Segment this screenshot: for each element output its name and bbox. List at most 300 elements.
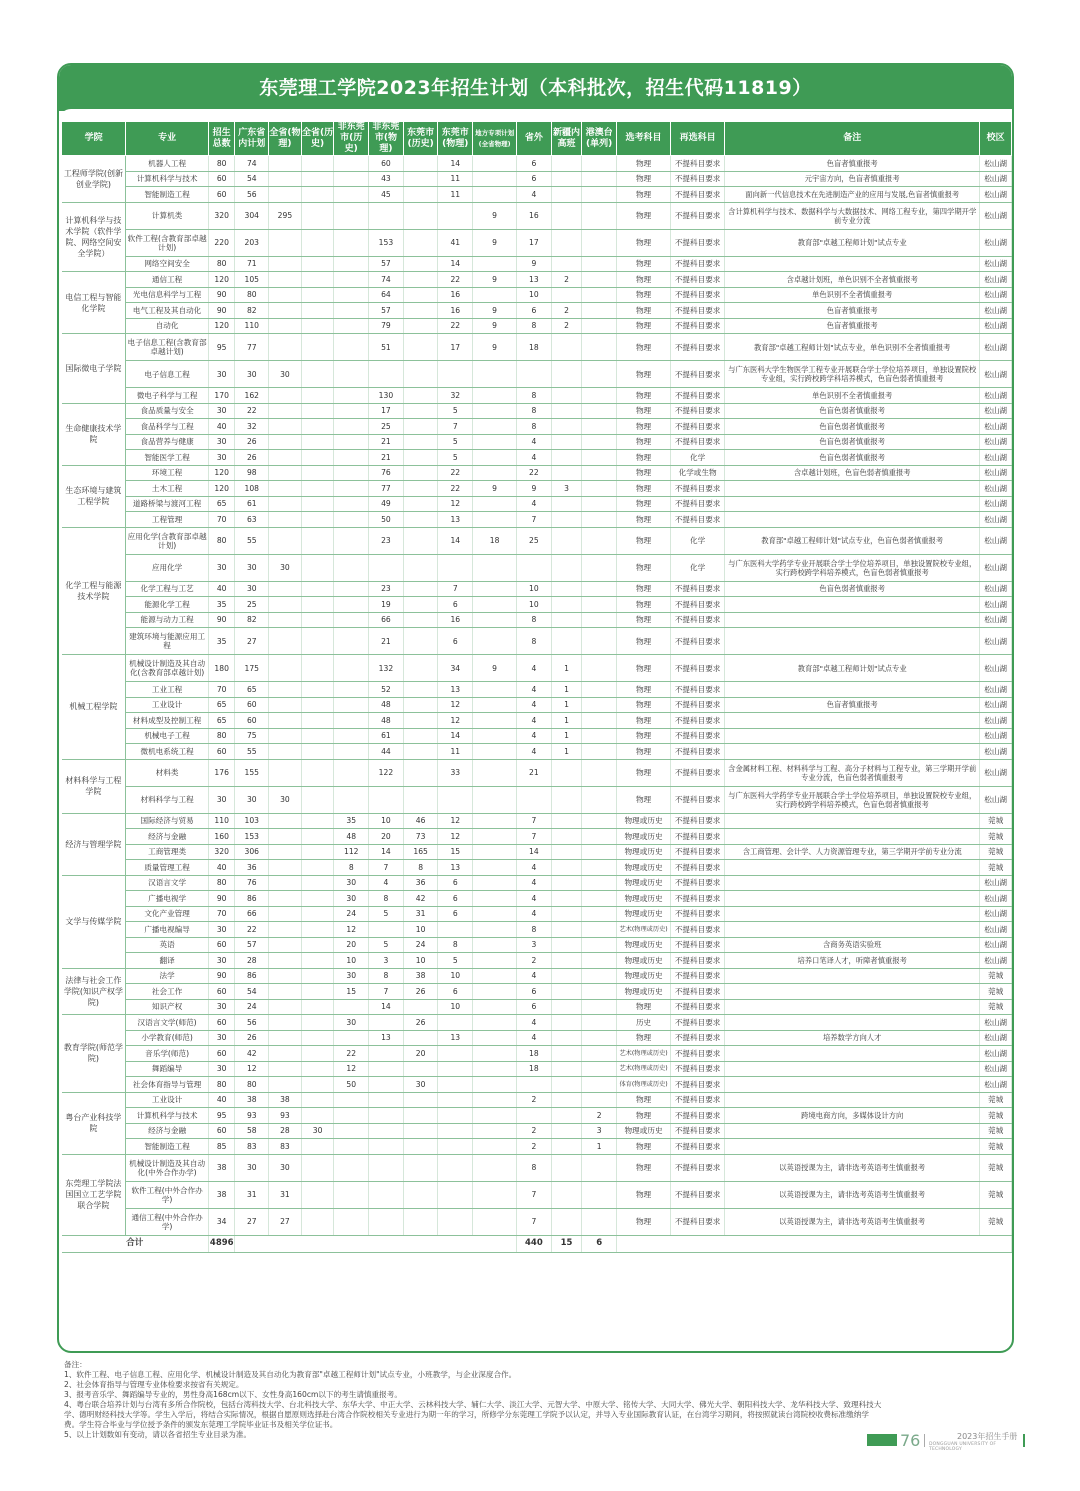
table-cell: 不提科目要求: [671, 860, 725, 876]
campus-cell: 莞城: [980, 1181, 1012, 1208]
table-cell: 4: [517, 1030, 552, 1046]
table-cell: [582, 759, 617, 786]
table-cell: 90: [208, 303, 235, 319]
table-cell: 化学或生物: [671, 465, 725, 481]
table-cell: [269, 527, 302, 554]
table-cell: 21: [517, 759, 552, 786]
column-header: 非东莞市(物理): [369, 122, 404, 156]
plan-table-frame: [57, 63, 1014, 1353]
major-cell: 材料成型及控制工程: [126, 713, 209, 729]
table-cell: [369, 361, 404, 388]
table-cell: [438, 1015, 473, 1031]
note-cell: [725, 984, 980, 1000]
table-cell: 8: [334, 860, 369, 876]
table-cell: 物理: [617, 450, 671, 466]
table-cell: [301, 612, 334, 628]
table-cell: 物理: [617, 496, 671, 512]
table-cell: [334, 597, 369, 613]
major-cell: 光电信息科学与工程: [126, 287, 209, 303]
major-cell: 智能医学工程: [126, 450, 209, 466]
table-cell: [334, 1123, 369, 1139]
table-cell: [403, 287, 438, 303]
table-cell: 8: [369, 968, 404, 984]
campus-cell: 莞城: [980, 1123, 1012, 1139]
table-cell: [551, 450, 582, 466]
table-cell: 11: [438, 744, 473, 760]
table-cell: [269, 388, 302, 404]
table-cell: 不提科目要求: [671, 403, 725, 419]
table-cell: 30: [208, 999, 235, 1015]
table-cell: [582, 813, 617, 829]
table-row: [62, 612, 1012, 628]
table-cell: [269, 434, 302, 450]
major-cell: 计算机科学与技术: [126, 171, 209, 187]
table-cell: 220: [208, 229, 235, 256]
table-cell: [473, 1181, 517, 1208]
table-cell: [582, 554, 617, 581]
major-cell: 机器人工程: [126, 156, 209, 172]
table-cell: 物理或历史: [617, 968, 671, 984]
note-cell: [725, 481, 980, 497]
table-cell: 70: [208, 906, 235, 922]
table-cell: 7: [369, 984, 404, 1000]
table-cell: 物理: [617, 318, 671, 334]
table-cell: [403, 1208, 438, 1235]
note-cell: 教育部"卓越工程师计划"试点专业: [725, 229, 980, 256]
campus-cell: 松山湖: [980, 581, 1012, 597]
table-cell: [582, 229, 617, 256]
table-cell: 3: [551, 481, 582, 497]
table-cell: 不提科目要求: [671, 844, 725, 860]
note-cell: 含计算机科学与技术、数据科学与大数据技术、网络工程专业，第四学期开学前专业分流: [725, 202, 980, 229]
table-cell: 8: [517, 612, 552, 628]
table-cell: 38: [208, 1154, 235, 1181]
table-cell: [301, 786, 334, 813]
table-cell: [269, 156, 302, 172]
table-cell: [403, 1030, 438, 1046]
note-cell: 色盲色弱者慎重报考: [725, 419, 980, 435]
table-cell: 22: [438, 465, 473, 481]
table-cell: [473, 713, 517, 729]
table-cell: [269, 682, 302, 698]
table-cell: 不提科目要求: [671, 1123, 725, 1139]
major-cell: 电子信息工程: [126, 361, 209, 388]
table-cell: 不提科目要求: [671, 937, 725, 953]
table-cell: [473, 984, 517, 1000]
table-cell: 不提科目要求: [671, 1092, 725, 1108]
table-cell: [517, 554, 552, 581]
major-cell: 微机电系统工程: [126, 744, 209, 760]
campus-cell: 松山湖: [980, 287, 1012, 303]
table-cell: 9: [473, 303, 517, 319]
table-row: [62, 256, 1012, 272]
campus-cell: 松山湖: [980, 906, 1012, 922]
table-cell: 18: [517, 334, 552, 361]
table-cell: 43: [369, 171, 404, 187]
table-cell: 17: [517, 229, 552, 256]
table-cell: 不提科目要求: [671, 318, 725, 334]
note-cell: [725, 682, 980, 698]
table-cell: 2: [517, 1092, 552, 1108]
table-cell: [473, 1154, 517, 1181]
table-cell: 203: [235, 229, 269, 256]
table-cell: 19: [369, 597, 404, 613]
table-cell: 13: [438, 860, 473, 876]
table-cell: [403, 697, 438, 713]
table-cell: 物理: [617, 272, 671, 288]
table-cell: 12: [334, 1061, 369, 1077]
table-cell: 4: [517, 187, 552, 203]
campus-cell: 松山湖: [980, 1077, 1012, 1093]
table-cell: [403, 581, 438, 597]
table-cell: [334, 786, 369, 813]
table-cell: 物理: [617, 655, 671, 682]
table-cell: [582, 303, 617, 319]
major-cell: 广播电视编导: [126, 922, 209, 938]
table-row: [62, 1046, 1012, 1062]
column-header: 全省(历史): [301, 122, 334, 156]
major-cell: 工程管理: [126, 512, 209, 528]
table-cell: 14: [438, 527, 473, 554]
table-cell: 15: [438, 844, 473, 860]
campus-cell: 莞城: [980, 860, 1012, 876]
table-cell: 4: [517, 891, 552, 907]
table-cell: [301, 744, 334, 760]
table-cell: [582, 388, 617, 404]
table-cell: [334, 1208, 369, 1235]
major-cell: 国际经济与贸易: [126, 813, 209, 829]
table-cell: [403, 202, 438, 229]
table-cell: [334, 171, 369, 187]
table-cell: 物理或历史: [617, 891, 671, 907]
table-cell: 110: [208, 813, 235, 829]
table-body: [62, 156, 1012, 1253]
table-cell: 物理: [617, 1208, 671, 1235]
table-cell: [582, 1015, 617, 1031]
table-cell: 35: [208, 628, 235, 655]
table-cell: 77: [235, 334, 269, 361]
major-cell: 音乐学(师范): [126, 1046, 209, 1062]
table-cell: [473, 388, 517, 404]
table-cell: [334, 403, 369, 419]
table-cell: 90: [208, 968, 235, 984]
table-cell: 不提科目要求: [671, 786, 725, 813]
table-cell: [582, 682, 617, 698]
table-cell: 25: [517, 527, 552, 554]
column-header: 东莞市(历史): [403, 122, 438, 156]
table-cell: 18: [473, 527, 517, 554]
table-cell: [301, 891, 334, 907]
table-cell: 物理: [617, 1154, 671, 1181]
table-cell: [582, 496, 617, 512]
table-cell: 44: [369, 744, 404, 760]
table-cell: 70: [208, 512, 235, 528]
note-cell: 教育部"卓越工程师计划"试点专业，色盲色弱者慎重报考: [725, 527, 980, 554]
table-cell: 14: [369, 999, 404, 1015]
table-cell: [551, 1030, 582, 1046]
table-cell: [582, 403, 617, 419]
table-cell: 6: [438, 628, 473, 655]
table-cell: [269, 496, 302, 512]
table-cell: 30: [269, 786, 302, 813]
page-number: 76: [900, 1431, 921, 1450]
table-cell: [301, 256, 334, 272]
table-cell: [551, 906, 582, 922]
table-cell: [582, 156, 617, 172]
table-cell: [369, 202, 404, 229]
table-cell: [269, 287, 302, 303]
table-cell: 14: [438, 256, 473, 272]
table-cell: 41: [438, 229, 473, 256]
major-cell: 电气工程及其自动化: [126, 303, 209, 319]
table-cell: [301, 361, 334, 388]
major-cell: 材料科学与工程: [126, 786, 209, 813]
table-cell: [473, 829, 517, 845]
table-cell: [334, 419, 369, 435]
table-cell: [403, 512, 438, 528]
table-cell: [269, 655, 302, 682]
table-cell: [334, 202, 369, 229]
table-cell: [438, 361, 473, 388]
table-cell: 74: [235, 156, 269, 172]
table-cell: [301, 527, 334, 554]
table-cell: [403, 318, 438, 334]
table-cell: [517, 361, 552, 388]
table-cell: [473, 554, 517, 581]
table-cell: 6: [438, 906, 473, 922]
table-cell: 不提科目要求: [671, 361, 725, 388]
table-cell: [473, 628, 517, 655]
table-cell: [269, 187, 302, 203]
table-cell: 7: [517, 1208, 552, 1235]
major-cell: 广播电视学: [126, 891, 209, 907]
university-label: DONGGUAN UNIVERSITY OF TECHNOLOGY: [929, 1442, 997, 1452]
table-cell: 30: [208, 361, 235, 388]
table-cell: [334, 1092, 369, 1108]
note-cell: [725, 860, 980, 876]
table-cell: 10: [334, 953, 369, 969]
table-cell: 4: [517, 968, 552, 984]
table-cell: [369, 554, 404, 581]
page-footer: [867, 1431, 1027, 1451]
table-cell: 5: [438, 450, 473, 466]
table-cell: [551, 813, 582, 829]
table-cell: [301, 272, 334, 288]
table-cell: 4: [517, 1015, 552, 1031]
table-cell: [551, 419, 582, 435]
table-cell: 2: [551, 318, 582, 334]
table-cell: [473, 937, 517, 953]
table-cell: 12: [438, 829, 473, 845]
table-cell: [334, 628, 369, 655]
table-cell: [334, 999, 369, 1015]
table-cell: 不提科目要求: [671, 597, 725, 613]
note-cell: 以英语授课为主，请非选考英语考生慎重报考: [725, 1181, 980, 1208]
table-cell: [369, 786, 404, 813]
table-cell: [269, 922, 302, 938]
table-cell: 38: [208, 1181, 235, 1208]
note-line: 2、社会体育指导与管理专业体检要求按省有关规定。: [64, 1380, 244, 1389]
table-cell: 物理: [617, 612, 671, 628]
note-cell: 教育部"卓越工程师计划"试点专业: [725, 655, 980, 682]
table-cell: [301, 554, 334, 581]
table-cell: [438, 1077, 473, 1093]
table-cell: [301, 1077, 334, 1093]
table-cell: 153: [235, 829, 269, 845]
table-cell: [301, 628, 334, 655]
table-cell: 26: [235, 434, 269, 450]
total-cell: 15: [551, 1235, 582, 1252]
table-cell: 不提科目要求: [671, 906, 725, 922]
table-cell: [369, 1181, 404, 1208]
table-cell: 物理: [617, 419, 671, 435]
table-cell: 74: [369, 272, 404, 288]
table-row: [62, 922, 1012, 938]
table-cell: [334, 361, 369, 388]
table-cell: 40: [208, 1092, 235, 1108]
note-cell: 色盲者慎重报考: [725, 318, 980, 334]
table-cell: [551, 1123, 582, 1139]
note-line: 5、以上计划数如有变动，请以各省招生专业目录为准。: [64, 1430, 252, 1439]
table-cell: [473, 968, 517, 984]
table-row: [62, 202, 1012, 229]
table-cell: [301, 512, 334, 528]
table-cell: 15: [334, 984, 369, 1000]
table-cell: [473, 496, 517, 512]
table-cell: 110: [235, 318, 269, 334]
table-cell: [301, 419, 334, 435]
table-cell: 物理: [617, 597, 671, 613]
table-cell: [551, 891, 582, 907]
table-cell: 30: [208, 1030, 235, 1046]
major-cell: 社会工作: [126, 984, 209, 1000]
table-cell: 30: [269, 361, 302, 388]
table-cell: 10: [403, 922, 438, 938]
table-cell: [582, 1030, 617, 1046]
table-cell: [582, 984, 617, 1000]
table-cell: 不提科目要求: [671, 953, 725, 969]
table-cell: 30: [301, 1123, 334, 1139]
table-cell: [269, 728, 302, 744]
campus-cell: 松山湖: [980, 303, 1012, 319]
table-row: [62, 697, 1012, 713]
table-cell: 不提科目要求: [671, 171, 725, 187]
table-cell: 21: [369, 450, 404, 466]
table-cell: [473, 1030, 517, 1046]
note-cell: 以英语授课为主，请非选考英语考生慎重报考: [725, 1154, 980, 1181]
table-cell: [551, 1208, 582, 1235]
table-cell: [301, 759, 334, 786]
table-cell: 6: [438, 875, 473, 891]
table-cell: [582, 465, 617, 481]
table-cell: [301, 968, 334, 984]
table-cell: [473, 1092, 517, 1108]
table-cell: [403, 403, 438, 419]
table-cell: 55: [235, 744, 269, 760]
table-cell: 25: [235, 597, 269, 613]
table-cell: [301, 984, 334, 1000]
campus-cell: 莞城: [980, 844, 1012, 860]
note-line: 4、粤台联合培养计划与台湾有多所合作院校，包括台湾科技大学、台北科技大学、东华大学、中正大学、云林科技大学、辅仁大学、淡江大学、元智大学、中原大学、铭传大学、大同大学、佛光大学、朝阳科技大学、龙华科技大学、致理科技大学、德明财经科技大学等。学生入学后，将结合实际情况，根据自愿原则选择赴台湾合作院校相关专业进行为期一年的学习，所修学分东莞理工学院予以认定，并导入专业国际教育认证，在台湾学习期间，将按照就读台湾院校收费标准缴纳学费。学生符合毕业与学位授予条件的颁发东莞理工学院毕业证书及相关学位证书。: [64, 1400, 882, 1429]
table-cell: 10: [517, 287, 552, 303]
campus-cell: 松山湖: [980, 697, 1012, 713]
table-cell: 不提科目要求: [671, 434, 725, 450]
major-cell: 知识产权: [126, 999, 209, 1015]
table-cell: 不提科目要求: [671, 1108, 725, 1124]
table-cell: [269, 829, 302, 845]
campus-cell: 莞城: [980, 1208, 1012, 1235]
table-cell: [551, 1077, 582, 1093]
table-cell: [582, 728, 617, 744]
table-cell: 物理: [617, 403, 671, 419]
table-cell: [582, 786, 617, 813]
table-cell: [269, 1015, 302, 1031]
table-cell: 93: [269, 1108, 302, 1124]
table-cell: 22: [334, 1046, 369, 1062]
table-cell: [334, 388, 369, 404]
table-row: [62, 1208, 1012, 1235]
table-cell: 不提科目要求: [671, 581, 725, 597]
table-cell: 不提科目要求: [671, 728, 725, 744]
table-cell: [403, 759, 438, 786]
campus-cell: 松山湖: [980, 434, 1012, 450]
table-cell: [403, 465, 438, 481]
table-cell: [473, 813, 517, 829]
table-row: [62, 728, 1012, 744]
note-cell: 含卓越计划班，色盲色弱者慎重报考: [725, 465, 980, 481]
major-cell: 建筑环境与能源应用工程: [126, 628, 209, 655]
table-row: [62, 229, 1012, 256]
table-cell: [334, 1030, 369, 1046]
campus-cell: 松山湖: [980, 527, 1012, 554]
table-cell: [551, 597, 582, 613]
table-cell: [334, 1154, 369, 1181]
campus-cell: 松山湖: [980, 450, 1012, 466]
table-cell: [369, 1077, 404, 1093]
table-cell: 108: [235, 481, 269, 497]
table-cell: 40: [208, 419, 235, 435]
note-cell: 色盲色弱者慎重报考: [725, 450, 980, 466]
table-cell: [269, 891, 302, 907]
note-cell: 含工商管理、会计学、人力资源管理专业，第三学期开学前专业分流: [725, 844, 980, 860]
major-cell: 法学: [126, 968, 209, 984]
table-cell: [269, 1046, 302, 1062]
table-cell: [473, 1061, 517, 1077]
note-cell: [725, 744, 980, 760]
table-cell: 艺术(物理或历史): [617, 922, 671, 938]
table-row: [62, 171, 1012, 187]
table-cell: 13: [438, 512, 473, 528]
table-cell: 60: [208, 937, 235, 953]
table-cell: [473, 682, 517, 698]
table-cell: 80: [208, 156, 235, 172]
table-cell: [403, 496, 438, 512]
table-cell: [301, 1061, 334, 1077]
table-cell: 90: [208, 891, 235, 907]
table-row: [62, 1139, 1012, 1155]
table-cell: 不提科目要求: [671, 829, 725, 845]
table-cell: 27: [235, 628, 269, 655]
table-cell: 4: [517, 496, 552, 512]
major-cell: 微电子科学与工程: [126, 388, 209, 404]
table-cell: [551, 403, 582, 419]
table-cell: 12: [438, 496, 473, 512]
table-cell: 历史: [617, 1015, 671, 1031]
table-cell: 13: [438, 682, 473, 698]
campus-cell: 松山湖: [980, 1046, 1012, 1062]
table-cell: [582, 922, 617, 938]
table-cell: [301, 388, 334, 404]
